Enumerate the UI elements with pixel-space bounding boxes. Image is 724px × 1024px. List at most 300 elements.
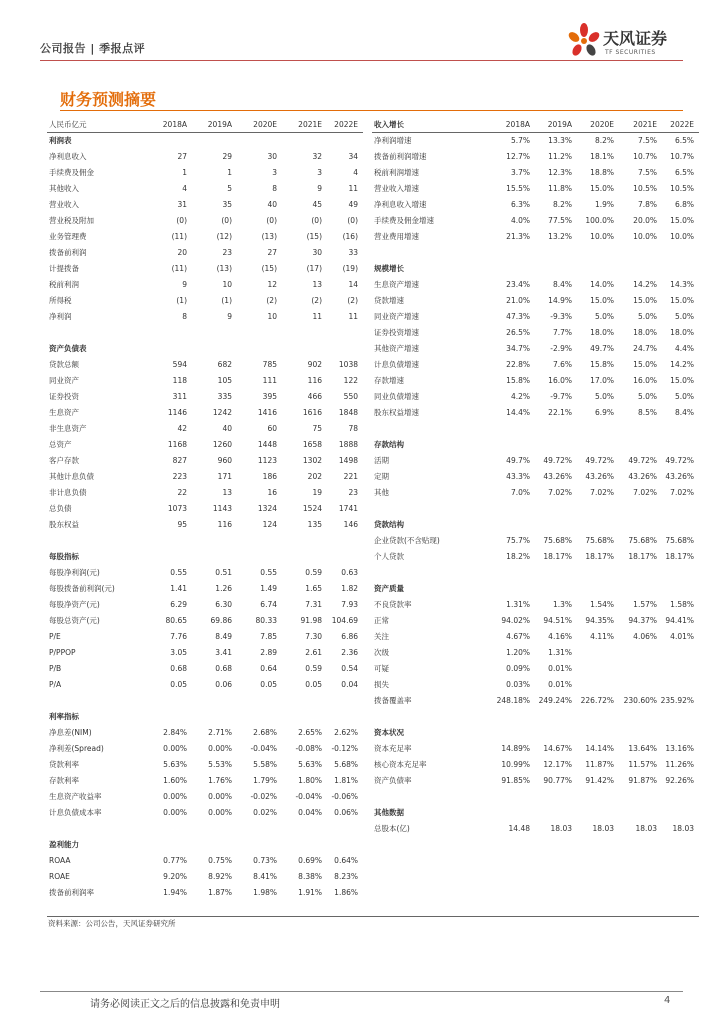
value-cell: 22	[177, 488, 187, 497]
logo-subtext: TF SECURITIES	[605, 49, 656, 56]
row-label: 净息差(NIM)	[49, 728, 92, 737]
row-label: 生息资产收益率	[49, 792, 102, 801]
value-cell: 1498	[338, 456, 358, 465]
value-cell: 49.72%	[585, 456, 614, 465]
value-cell: 7.6%	[552, 360, 572, 369]
year-header: 2020E	[590, 120, 614, 129]
value-cell: 23	[222, 248, 232, 257]
value-cell: 6.29	[170, 600, 187, 609]
value-cell: 43.3%	[506, 472, 530, 481]
value-cell: 8	[182, 312, 187, 321]
value-cell: 4	[353, 168, 358, 177]
value-cell: 26.5%	[506, 328, 530, 337]
value-cell: 1524	[302, 504, 322, 513]
value-cell: 94.35%	[585, 616, 614, 625]
value-cell: 16	[267, 488, 277, 497]
value-cell: 42	[177, 424, 187, 433]
table-row	[47, 501, 363, 517]
value-cell: 6.5%	[674, 136, 694, 145]
row-label: 非生息资产	[49, 424, 87, 433]
section-header-row	[47, 709, 363, 725]
table-row	[47, 821, 363, 837]
value-cell: -0.04%	[250, 744, 277, 753]
header-label: 人民币亿元	[49, 120, 87, 129]
section-header-row	[47, 549, 363, 565]
table-header-row	[372, 117, 699, 133]
table-row	[372, 165, 699, 181]
value-cell: 0.73%	[253, 856, 277, 865]
row-label: 税前利润增速	[374, 168, 419, 177]
value-cell: 202	[307, 472, 322, 481]
row-label: 盈利能力	[49, 840, 79, 849]
value-cell: 43.26%	[585, 472, 614, 481]
value-cell: (2)	[347, 296, 358, 305]
row-label: 拨备前利润	[49, 248, 87, 257]
value-cell: 1.65	[305, 584, 322, 593]
table-row	[47, 165, 363, 181]
value-cell: 6.5%	[674, 168, 694, 177]
row-label: 客户存款	[49, 456, 79, 465]
table-row	[47, 485, 363, 501]
table-row	[47, 309, 363, 325]
row-label: 存款结构	[374, 440, 404, 449]
value-cell: 0.00%	[163, 808, 187, 817]
value-cell: 1260	[212, 440, 232, 449]
value-cell: 31	[177, 200, 187, 209]
value-cell: 594	[172, 360, 187, 369]
value-cell: 1.79%	[253, 776, 277, 785]
row-label: 计息负债成本率	[49, 808, 102, 817]
value-cell: 223	[172, 472, 187, 481]
value-cell: 69.86	[210, 616, 232, 625]
value-cell: 5.0%	[637, 392, 657, 401]
value-cell: 94.37%	[628, 616, 657, 625]
row-label: 其他计息负债	[49, 472, 94, 481]
value-cell: 0.00%	[208, 808, 232, 817]
row-label: 营业费用增速	[374, 232, 419, 241]
value-cell: 11	[348, 312, 358, 321]
value-cell: (11)	[171, 264, 187, 273]
table-row	[372, 133, 699, 149]
value-cell: 0.03%	[506, 680, 530, 689]
row-label: 资产负债率	[374, 776, 412, 785]
row-label: 同业资产增速	[374, 312, 419, 321]
value-cell: 0.01%	[548, 664, 572, 673]
value-cell: 5.0%	[674, 312, 694, 321]
value-cell: 15.0%	[670, 296, 694, 305]
value-cell: 49.72%	[665, 456, 694, 465]
value-cell: 1.31%	[548, 648, 572, 657]
table-row	[372, 773, 699, 789]
value-cell: 10.7%	[633, 152, 657, 161]
row-label: 不良贷款率	[374, 600, 412, 609]
table-row	[47, 581, 363, 597]
value-cell: 1.49	[260, 584, 277, 593]
value-cell: 4.2%	[510, 392, 530, 401]
row-label: 资本充足率	[374, 744, 412, 753]
row-label: 同业资产	[49, 376, 79, 385]
value-cell: 18.17%	[585, 552, 614, 561]
row-label: 损失	[374, 680, 389, 689]
value-cell: 7.8%	[637, 200, 657, 209]
value-cell: 0.75%	[208, 856, 232, 865]
value-cell: 13.64%	[628, 744, 657, 753]
value-cell: 6.9%	[594, 408, 614, 417]
value-cell: 0.02%	[253, 808, 277, 817]
value-cell: 27	[267, 248, 277, 257]
row-label: 总资产	[49, 440, 72, 449]
table-row	[47, 197, 363, 213]
table-row	[372, 533, 699, 549]
table-row	[372, 149, 699, 165]
value-cell: 1	[227, 168, 232, 177]
value-cell: 27	[177, 152, 187, 161]
table-row	[47, 885, 363, 901]
value-cell: 18.17%	[665, 552, 694, 561]
financial-summary-table	[47, 117, 699, 917]
value-cell: (1)	[221, 296, 232, 305]
value-cell: 2.84%	[163, 728, 187, 737]
value-cell: (17)	[306, 264, 322, 273]
row-label: 手续费及佣金	[49, 168, 94, 177]
value-cell: 94.51%	[543, 616, 572, 625]
value-cell: 49.72%	[628, 456, 657, 465]
row-label: 税前利润	[49, 280, 79, 289]
value-cell: 135	[307, 520, 322, 529]
value-cell: 111	[262, 376, 277, 385]
value-cell: -0.06%	[331, 792, 358, 801]
value-cell: 11	[348, 184, 358, 193]
value-cell: 0.00%	[163, 792, 187, 801]
value-cell: 0.64%	[334, 856, 358, 865]
value-cell: 0.63	[341, 568, 358, 577]
value-cell: 1.98%	[253, 888, 277, 897]
value-cell: 14.0%	[590, 280, 614, 289]
header-label: 收入增长	[374, 120, 404, 129]
value-cell: (0)	[176, 216, 187, 225]
value-cell: 21.3%	[506, 232, 530, 241]
table-row	[47, 453, 363, 469]
value-cell: 7.02%	[548, 488, 572, 497]
table-row	[47, 645, 363, 661]
value-cell: 22.1%	[548, 408, 572, 417]
value-cell: 14.3%	[670, 280, 694, 289]
value-cell: (16)	[342, 232, 358, 241]
value-cell: 221	[343, 472, 358, 481]
section-header-row	[47, 837, 363, 853]
table-row	[372, 757, 699, 773]
value-cell: 0.54	[341, 664, 358, 673]
row-label: 可疑	[374, 664, 389, 673]
value-cell: 49.7%	[590, 344, 614, 353]
table-row	[47, 373, 363, 389]
row-label: 营业税及附加	[49, 216, 94, 225]
year-header: 2021E	[298, 120, 322, 129]
value-cell: 15.0%	[633, 296, 657, 305]
header-rule	[40, 60, 683, 61]
value-cell: 1.9%	[594, 200, 614, 209]
value-cell: 12.7%	[506, 152, 530, 161]
value-cell: 0.69%	[298, 856, 322, 865]
table-row	[372, 693, 699, 709]
table-row	[47, 405, 363, 421]
value-cell: 40	[222, 424, 232, 433]
table-row	[372, 597, 699, 613]
source-note: 资料来源：公司公告，天风证券研究所	[48, 919, 176, 928]
value-cell: 11.57%	[628, 760, 657, 769]
value-cell: 15.0%	[633, 360, 657, 369]
value-cell: (13)	[261, 232, 277, 241]
value-cell: 77.5%	[548, 216, 572, 225]
value-cell: 16.0%	[548, 376, 572, 385]
value-cell: 6.3%	[510, 200, 530, 209]
table-row	[47, 261, 363, 277]
table-row	[47, 789, 363, 805]
table-row	[47, 677, 363, 693]
table-row	[47, 805, 363, 821]
table-row	[47, 517, 363, 533]
table-row	[47, 661, 363, 677]
row-label: 企业贷款(不含贴现)	[374, 536, 440, 545]
row-label: 计息负债增速	[374, 360, 419, 369]
value-cell: 40	[267, 200, 277, 209]
value-cell: 104.69	[331, 616, 358, 625]
table-row	[47, 229, 363, 245]
section-header-row	[372, 437, 699, 453]
table-row	[47, 853, 363, 869]
row-label: P/E	[49, 632, 61, 641]
value-cell: 2.89	[260, 648, 277, 657]
row-label: 其他收入	[49, 184, 79, 193]
value-cell: 8.41%	[253, 872, 277, 881]
row-label: P/A	[49, 680, 62, 689]
value-cell: (13)	[216, 264, 232, 273]
value-cell: (12)	[216, 232, 232, 241]
row-label: 每股总资产(元)	[49, 616, 100, 625]
value-cell: 0.05	[170, 680, 187, 689]
year-header: 2019A	[207, 120, 232, 129]
value-cell: 43.26%	[543, 472, 572, 481]
table-row	[372, 309, 699, 325]
value-cell: 1.41	[170, 584, 187, 593]
title-rule	[60, 110, 683, 111]
value-cell: 0.77%	[163, 856, 187, 865]
value-cell: 49.7%	[506, 456, 530, 465]
value-cell: 7.5%	[637, 136, 657, 145]
logo-flower-icon	[567, 22, 601, 62]
row-label: 每股净资产(元)	[49, 600, 100, 609]
value-cell: 6.86	[341, 632, 358, 641]
value-cell: 32	[312, 152, 322, 161]
value-cell: 8.5%	[637, 408, 657, 417]
value-cell: 13.3%	[548, 136, 572, 145]
value-cell: 75.68%	[543, 536, 572, 545]
value-cell: 7.31	[305, 600, 322, 609]
value-cell: 2.62%	[334, 728, 358, 737]
value-cell: 1658	[302, 440, 322, 449]
value-cell: 7.5%	[637, 168, 657, 177]
value-cell: 1.3%	[552, 600, 572, 609]
year-header: 2022E	[334, 120, 358, 129]
value-cell: 11.26%	[665, 760, 694, 769]
row-label: 净利差(Spread)	[49, 744, 104, 753]
value-cell: (0)	[347, 216, 358, 225]
value-cell: 18.0%	[590, 328, 614, 337]
row-label: 所得税	[49, 296, 72, 305]
value-cell: 1.76%	[208, 776, 232, 785]
value-cell: 1448	[257, 440, 277, 449]
value-cell: 21.0%	[506, 296, 530, 305]
table-row	[47, 869, 363, 885]
value-cell: 9	[182, 280, 187, 289]
table-row	[47, 565, 363, 581]
value-cell: (0)	[311, 216, 322, 225]
value-cell: 5.0%	[594, 312, 614, 321]
value-cell: 91.42%	[585, 776, 614, 785]
value-cell: 1888	[338, 440, 358, 449]
value-cell: 8.4%	[674, 408, 694, 417]
value-cell: 226.72%	[580, 696, 614, 705]
table-row	[372, 389, 699, 405]
value-cell: 1.86%	[334, 888, 358, 897]
value-cell: 92.26%	[665, 776, 694, 785]
value-cell: 45	[312, 200, 322, 209]
value-cell: 10	[222, 280, 232, 289]
value-cell: 4.0%	[510, 216, 530, 225]
value-cell: 18.03	[592, 824, 614, 833]
value-cell: 15.8%	[590, 360, 614, 369]
row-label: 资产负债表	[49, 344, 87, 353]
table-row	[47, 325, 363, 341]
value-cell: 20.0%	[633, 216, 657, 225]
value-cell: 3.7%	[510, 168, 530, 177]
section-title: 财务预测摘要	[60, 90, 157, 109]
value-cell: 105	[217, 376, 232, 385]
value-cell: 18.03	[672, 824, 694, 833]
value-cell: 80.65	[165, 616, 187, 625]
year-header: 2022E	[670, 120, 694, 129]
section-header-row	[372, 725, 699, 741]
value-cell: 94.02%	[501, 616, 530, 625]
value-cell: 146	[343, 520, 358, 529]
value-cell: 4.4%	[674, 344, 694, 353]
value-cell: 5.68%	[334, 760, 358, 769]
value-cell: 2.61	[305, 648, 322, 657]
value-cell: 13	[312, 280, 322, 289]
table-row	[47, 277, 363, 293]
value-cell: (11)	[171, 232, 187, 241]
value-cell: 1.94%	[163, 888, 187, 897]
value-cell: 7.76	[170, 632, 187, 641]
row-label: ROAE	[49, 872, 70, 881]
value-cell: 15.0%	[670, 216, 694, 225]
year-header: 2018A	[162, 120, 187, 129]
value-cell: 18.0%	[633, 328, 657, 337]
value-cell: 10.0%	[633, 232, 657, 241]
row-label: 同业负债增速	[374, 392, 419, 401]
value-cell: 12.17%	[543, 760, 572, 769]
value-cell: 100.0%	[585, 216, 614, 225]
year-header: 2020E	[253, 120, 277, 129]
table-row	[372, 741, 699, 757]
value-cell: 1143	[212, 504, 232, 513]
table-row	[372, 213, 699, 229]
value-cell: 186	[262, 472, 277, 481]
value-cell: 6.74	[260, 600, 277, 609]
section-header-row	[372, 517, 699, 533]
row-label: 其他	[374, 488, 389, 497]
value-cell: 1242	[212, 408, 232, 417]
value-cell: 171	[217, 472, 232, 481]
value-cell: 0.00%	[208, 792, 232, 801]
value-cell: 24.7%	[633, 344, 657, 353]
value-cell: 13.16%	[665, 744, 694, 753]
value-cell: 1324	[257, 504, 277, 513]
value-cell: 1616	[302, 408, 322, 417]
value-cell: 95	[177, 520, 187, 529]
logo-text: 天风证券	[603, 29, 668, 48]
row-label: 股东权益	[49, 520, 79, 529]
table-row	[372, 373, 699, 389]
value-cell: 14.2%	[633, 280, 657, 289]
value-cell: 0.59	[305, 664, 322, 673]
value-cell: 5.0%	[637, 312, 657, 321]
table-row	[47, 421, 363, 437]
value-cell: 17.0%	[590, 376, 614, 385]
row-label: P/PPOP	[49, 648, 76, 657]
table-row	[372, 821, 699, 837]
table-header-row	[47, 117, 363, 133]
row-label: 拨备覆盖率	[374, 696, 412, 705]
value-cell: 2.65%	[298, 728, 322, 737]
value-cell: 0.04	[341, 680, 358, 689]
value-cell: 122	[343, 376, 358, 385]
row-label: ROAA	[49, 856, 71, 865]
value-cell: 14.4%	[506, 408, 530, 417]
table-row	[372, 421, 699, 437]
table-row	[47, 437, 363, 453]
value-cell: 8.92%	[208, 872, 232, 881]
value-cell: 249.24%	[538, 696, 572, 705]
value-cell: 1168	[167, 440, 187, 449]
value-cell: 14.67%	[543, 744, 572, 753]
value-cell: 14.48	[508, 824, 530, 833]
row-label: 净利息收入增速	[374, 200, 427, 209]
row-label: 正常	[374, 616, 389, 625]
value-cell: -0.12%	[331, 744, 358, 753]
table-row	[47, 181, 363, 197]
value-cell: 75.68%	[585, 536, 614, 545]
row-label: 非计息负债	[49, 488, 87, 497]
value-cell: 902	[307, 360, 322, 369]
value-cell: 18.2%	[506, 552, 530, 561]
value-cell: 248.18%	[496, 696, 530, 705]
value-cell: -9.7%	[550, 392, 572, 401]
value-cell: 3.41	[215, 648, 232, 657]
value-cell: 466	[307, 392, 322, 401]
value-cell: 2.71%	[208, 728, 232, 737]
value-cell: 18.17%	[543, 552, 572, 561]
value-cell: 116	[217, 520, 232, 529]
row-label: 资本状况	[374, 728, 404, 737]
table-row	[372, 277, 699, 293]
value-cell: 8	[272, 184, 277, 193]
row-label: 净利息收入	[49, 152, 87, 161]
row-label: 贷款利率	[49, 760, 79, 769]
value-cell: 124	[262, 520, 277, 529]
table-row	[372, 565, 699, 581]
value-cell: 5.53%	[208, 760, 232, 769]
